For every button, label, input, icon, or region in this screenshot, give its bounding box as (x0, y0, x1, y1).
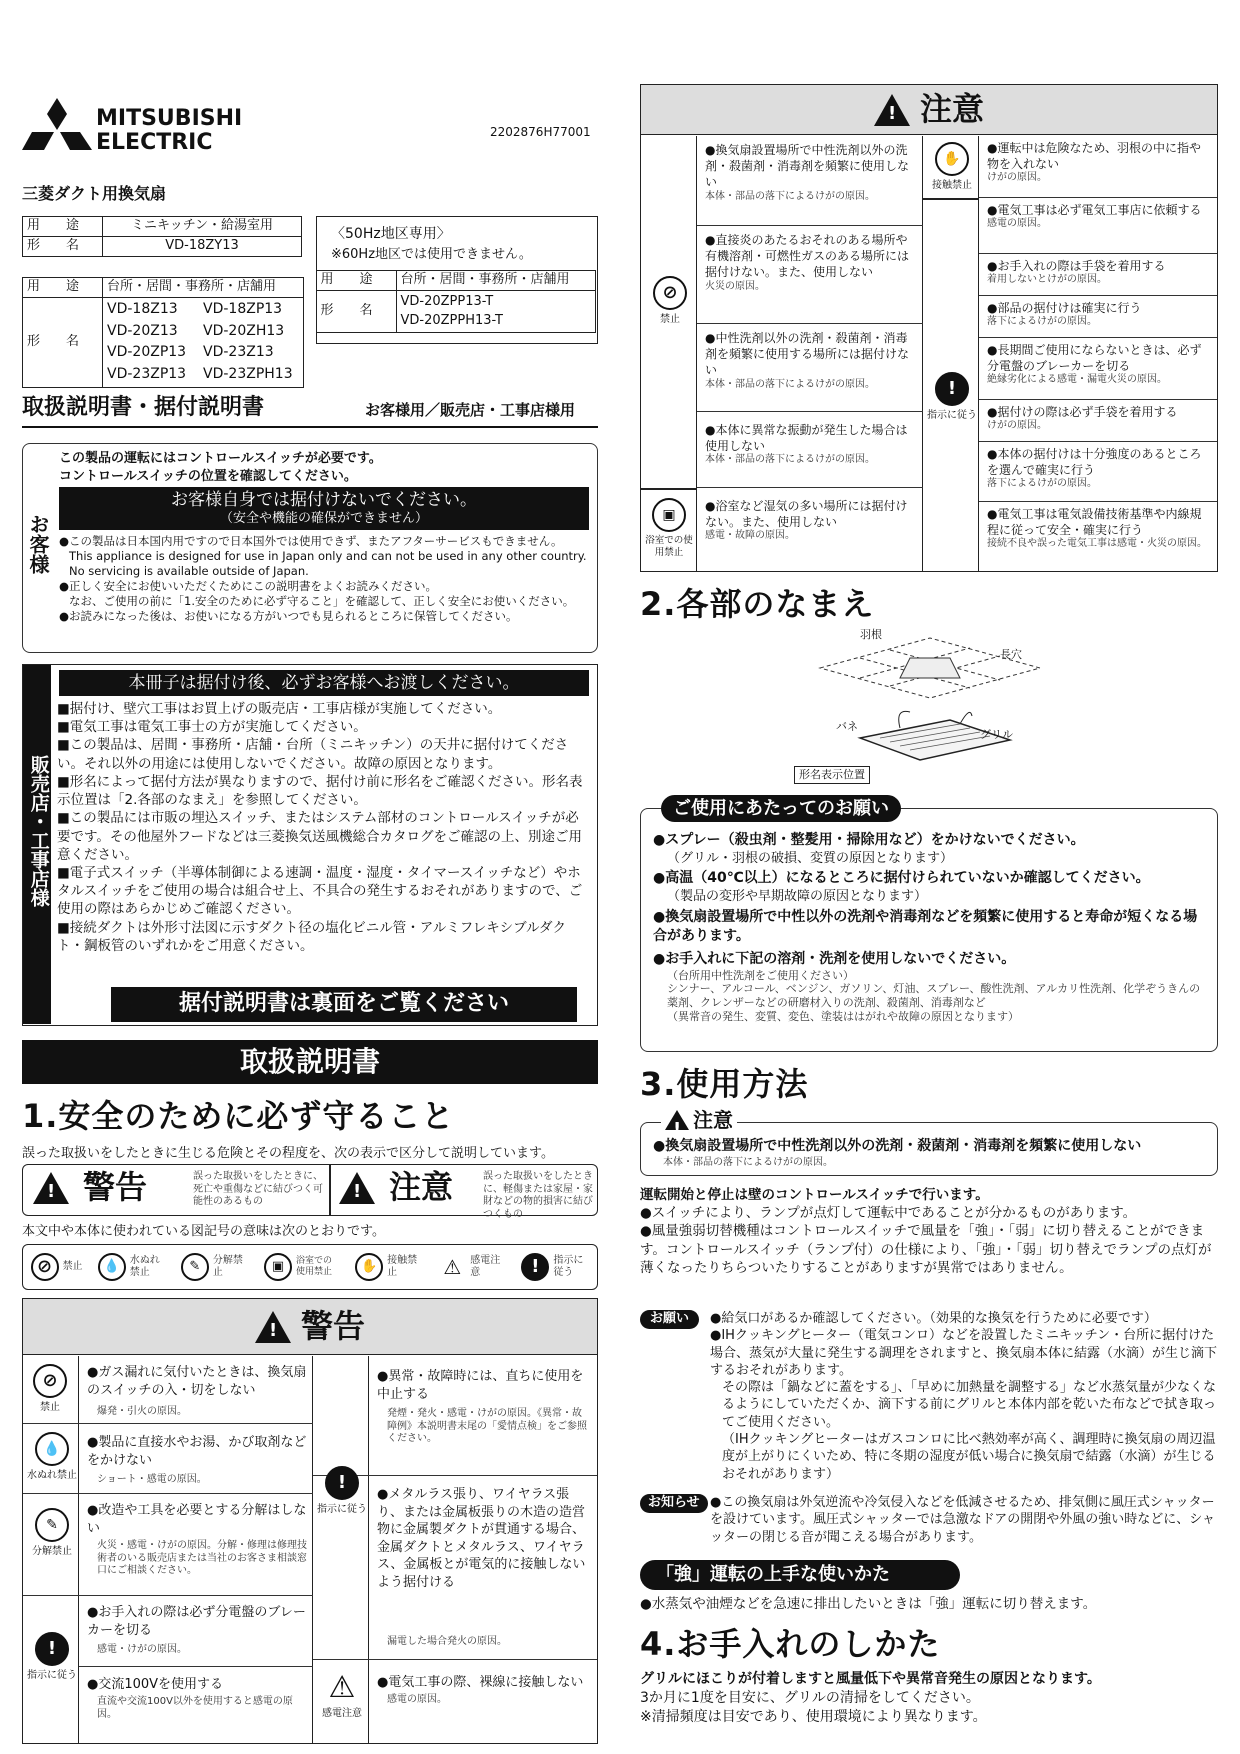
dealer-box (22, 664, 598, 1026)
doc-code: 2202876H77001 (490, 125, 591, 139)
region-title: 〈50Hz地区専用〉 (331, 226, 451, 242)
symbol-label: 浴室での使用禁止 (295, 1255, 332, 1277)
model: VD-23ZPH13 (203, 365, 293, 382)
dealer-item: ■この製品には市販の埋込スイッチ、またはシステム部材のコントロールスイッチが必要です。その他屋外フードなどは三菱換気送風機総合カタログをご確認の上、別途ご用意ください。 (57, 810, 583, 863)
s3-caution-text: ●換気扇設置場所で中性洗剤以外の洗剤・殺菌剤・消毒剤を頻繁に使用しない (653, 1138, 1142, 1154)
warning-note: 発煙・発火・感電・けがの原因。《異常・故障例》本説明書末尾の「愛情点検」をご参照ください。 (387, 1408, 587, 1444)
caution-note: 火災の原因。 (705, 280, 765, 292)
icon-label: 禁止 (660, 314, 680, 325)
notice-1: ●この製品は日本国内用ですので日本国外では使用できず、またアフターサービスもできません。 (59, 534, 563, 549)
s3-caution-box (640, 1108, 1218, 1176)
main-title: 取扱説明書・据付説明書 (22, 395, 265, 420)
notice-badge: お知らせ (640, 1494, 708, 1513)
caution-triangle-icon (874, 94, 910, 126)
icon-label: 指示に従う (927, 410, 977, 421)
icon-label: 分解禁止 (32, 1546, 72, 1557)
no-bathroom-icon: ▣ (264, 1253, 292, 1281)
caution-note: けがの原因。 (987, 172, 1047, 184)
use-label: 用 途 (23, 217, 103, 237)
model: VD-18ZP13 (203, 300, 283, 317)
warning-item: ●メタルラス張り、ワイヤラス張り、または金属板張りの木造の造営物に金属製ダクトが貫通する場合、金属ダクトとメタルラス、ワイヤラス、金属板とが電気的に接触しないよう据付ける (377, 1487, 586, 1590)
caution-item: ●本体に異常な振動が発生した場合は使用しない (705, 423, 908, 454)
no-disassembly-icon: ✎ (181, 1253, 209, 1281)
model: VD-23ZP13 (107, 365, 187, 382)
symbol-label: 禁止 (62, 1260, 83, 1272)
customer-banner (59, 487, 589, 530)
no-touch-icon: ✋ (935, 142, 969, 176)
symbol-label: 接触禁止 (387, 1254, 418, 1278)
caution-item: ●お手入れの際は手袋を着用する (987, 259, 1166, 273)
caution-desc: 誤った取扱いをしたときに、軽傷または家屋・家財などの物的損害に結びつくもの (483, 1171, 593, 1220)
model: VD-20ZH13 (203, 322, 285, 339)
prohibit-icon: ⊘ (653, 276, 687, 310)
caution-note: 本体・部品の落下によるけがの原因。 (705, 454, 875, 466)
care-line-1: グリルにほこりが付着しますと風量低下や異常音発生の原因となります。 (640, 1671, 1101, 1687)
region-note: ※60Hz地区では使用できません。 (331, 247, 532, 263)
section-4-title: 4.お手入れのしかた (640, 1625, 941, 1663)
symbol-legend (22, 1244, 598, 1290)
use-label: 用 途 (23, 278, 103, 298)
solvent-note: （異常音の発生、変質、変色、塗装ははがれや故障の原因となります） (667, 1009, 1019, 1023)
warning-note: 感電の原因。 (387, 1694, 447, 1705)
request-title: ご使用にあたってのお願い (661, 795, 901, 822)
caution-note: 絶縁劣化による感電・漏電火災の原因。 (987, 374, 1167, 386)
symbol-label: 分解禁止 (212, 1254, 243, 1278)
s3-caution-word: 注意 (693, 1108, 733, 1132)
instruction-icon: ! (521, 1253, 549, 1281)
divider (22, 426, 598, 428)
shock-icon: ⚠ (443, 1255, 462, 1279)
warning-note: 爆発・引火の原因。 (97, 1406, 187, 1417)
instruction-icon: ! (935, 372, 969, 406)
section-2-title: 2.各部のなまえ (640, 585, 875, 623)
caution-item: ●浴室など湿気の多い場所には据付けない。また、使用しない (705, 499, 908, 530)
notice-1-en2: No servicing is available outside of Japan. (69, 563, 309, 578)
notice-2b: なお、ご使用の前に「1.安全のために必ず守ること」を確認して、正しく安全にお使いください。 (69, 593, 575, 608)
dealer-item: ■電気工事は電気工事士の方が実施してください。 (57, 719, 367, 736)
brand-logo (22, 98, 243, 158)
label-blade: 羽根 (860, 628, 882, 641)
spec-table-3 (316, 216, 598, 344)
dealer-footer: 据付説明書は裏面をご覧ください (111, 987, 577, 1022)
symbol-label: 指示に従う (553, 1254, 584, 1278)
caution-note: 接続不良や誤った電気工事は感電・火災の原因。 (987, 538, 1207, 550)
three-diamonds-icon (22, 98, 92, 158)
use-value: ミニキッチン・給湯室用 (103, 217, 302, 237)
brand-name-1: MITSUBISHI (96, 106, 243, 131)
symbol-label: 感電注意 (470, 1254, 501, 1278)
warning-note: 火災・感電・けがの原因。分解・修理は修理技術者のいる販売店または当社のお客さま相談窓口にご相談ください。 (97, 1540, 307, 1576)
s3-caution-note: 本体・部品の落下によるけがの原因。 (663, 1157, 833, 1168)
warning-word: 警告 (83, 1168, 148, 1206)
warning-box (22, 1298, 598, 1744)
model-label: 形 名 (23, 297, 103, 387)
notice-2: ●正しく安全にお使いいただくためにこの説明書をよくお読みください。 (59, 578, 438, 593)
warning-item: ●電気工事の際、裸線に接触しない (377, 1675, 584, 1690)
brand-name-2: ELECTRIC (96, 130, 213, 155)
dealer-item: ■据付け、壁穴工事はお買上げの販売店・工事店様が実施してください。 (57, 701, 502, 717)
customer-side-label: お客様 (26, 514, 50, 574)
spec-table-1 (22, 216, 302, 257)
warning-item: ●異常・故障時には、直ちに使用を中止する (377, 1369, 584, 1402)
warning-item: ●交流100Vを使用する (87, 1677, 224, 1692)
icon-label: 水ぬれ禁止 (27, 1470, 77, 1481)
dealer-item: ■電子式スイッチ（半導体制御による速調・温度・湿度・タイマースイッチなど）やホタルスイッチをご使用の場合は組合せ上、不具合の発生するおそれがありますので、ご使用の際はあらかじめご確認ください。 (57, 864, 583, 918)
request-note: （グリル・羽根の破損、変質の原因となります） (667, 850, 954, 866)
product-line: 三菱ダクト用換気扇 (22, 184, 167, 203)
caution-item: ●本体の据付けは十分強度のあるところを選んで確実に行う (987, 447, 1202, 478)
strong-mode-text: ●水蒸気や油煙などを急速に排出したいときは「強」運転に切り替えます。 (640, 1596, 1097, 1612)
no-bathroom-icon: ▣ (652, 498, 686, 532)
caution-box (640, 84, 1218, 572)
dealer-side-label: 販売店・工事店様 (27, 755, 50, 907)
caution-note: 着用しないとけがの原因。 (987, 274, 1107, 286)
section-1-intro: 誤った取扱いをしたときに生じる危険とその程度を、次の表示で区分して説明しています。 (22, 1146, 554, 1161)
warning-note: 直流や交流100V以外を使用すると感電の原因。 (97, 1696, 293, 1720)
caution-item: ●直接炎のあたるおそれのある場所や有機溶剤・可燃性ガスのある場所には据付けない。また、使用しない (705, 233, 910, 280)
model-label: 形 名 (23, 236, 103, 256)
request-note: （台所用中性洗剤をご使用ください） (667, 968, 854, 982)
icon-label: 禁止 (40, 1402, 60, 1413)
request-item: ●高温（40℃以上）になるところに据付けられていないか確認してください。 (653, 870, 1150, 887)
label-grille: グリル (980, 728, 1013, 741)
caution-note: けがの原因。 (987, 420, 1047, 432)
no-touch-icon: ✋ (355, 1253, 383, 1281)
warning-item: ●ガス漏れに気付いたときは、換気扇のスイッチの入・切をしない (87, 1365, 307, 1398)
customer-line-2: コントロールスイッチの位置を確認してください。 (59, 468, 357, 484)
request-box (640, 798, 1218, 1052)
dealer-side-bar (23, 665, 51, 1024)
model-value: VD-18ZY13 (103, 236, 302, 256)
symbols-intro: 本文中や本体に使われている図記号の意味は次のとおりです。 (22, 1224, 385, 1239)
use-value: 台所・居間・事務所・店舗用 (396, 271, 595, 291)
banner-subtext: （安全や機能の確保ができません） (219, 511, 428, 527)
section-3-title: 3.使用方法 (640, 1065, 809, 1103)
icon-label: 接触禁止 (932, 180, 972, 191)
warning-note: ショート・感電の原因。 (97, 1474, 207, 1485)
caution-triangle-icon (339, 1172, 375, 1210)
shock-icon: ⚠ (328, 1669, 356, 1705)
warning-desc: 誤った取扱いをしたときに、死亡や重傷などに結びつく可能性のあるもの (193, 1171, 323, 1207)
icon-label: 指示に従う (27, 1670, 77, 1681)
label-slot: 長穴 (1000, 648, 1022, 661)
dealer-item: ■接続ダクトは外形寸法図に示すダクト径の塩化ビニル管・アルミフレキシブルダクト・鋼板管のいずれかをご用意ください。 (57, 919, 567, 954)
operation-note: ●スイッチにより、ランプが点灯して運転中であることが分かるものがあります。 (640, 1205, 1137, 1222)
caution-item: ●電気工事は電気設備技術基準や内線規程に従って安全・確実に行う (987, 507, 1202, 538)
model: VD-18Z13 (107, 300, 178, 317)
customer-box (22, 443, 598, 653)
model: VD-20Z13 (107, 322, 178, 339)
caution-item: ●中性洗剤以外の洗剤・殺菌剤・消毒剤を頻繁に使用する場所には据付けない (705, 331, 910, 378)
caution-box-title: 注意 (919, 89, 984, 128)
no-disassembly-icon: ✎ (35, 1508, 69, 1542)
care-line-2: 3か月に1度を目安に、グリルの清掃をしてください。 (640, 1689, 980, 1706)
customer-line-1: この製品の運転にはコントロールスイッチが必要です。 (59, 451, 382, 466)
warning-note: 漏電した場合発火の原因。 (387, 1636, 507, 1647)
solvent-list: シンナー、アルコール、ベンジン、ガソリン、灯油、スプレー、酸性洗剤、アルカリ性洗剤、化学ぞうきんの薬剤、クレンザーなどの研磨材入りの洗剤、殺菌剤、消毒剤など (667, 982, 1201, 1010)
request-item: ●換気扇設置場所で中性以外の洗剤や消毒剤などを頻繁に使用すると寿命が短くなる場合があります。 (653, 908, 1198, 944)
warning-item: ●お手入れの際は必ず分電盤のブレーカーを切る (87, 1605, 306, 1638)
instruction-icon: ! (325, 1466, 359, 1500)
caution-word: 注意 (389, 1168, 454, 1206)
section-1-title: 1.安全のために必ず守ること (22, 1097, 455, 1135)
symbol-label: 水ぬれ禁止 (129, 1254, 160, 1278)
caution-item: ●電気工事は必ず電気工事店に依頼する (987, 203, 1202, 217)
caution-item: ●部品の据付けは確実に行う (987, 301, 1142, 315)
operation-note: ●風量強弱切替機種はコントロールスイッチで風量を「強」・「弱」に切り替えることができます。コントロールスイッチ（ランプ付）の仕様により、「強」・「弱」切り替えでランプの点灯が薄くなったりちらついたりすることがありますが異常ではありません。 (640, 1223, 1212, 1276)
use-label: 用 途 (316, 271, 396, 291)
warning-triangle-icon (255, 1311, 291, 1343)
dealer-banner: 本冊子は据付け後、必ずお客様へお渡しください。 (59, 670, 589, 696)
notice-text: ●この換気扇は外気逆流や冷気侵入などを低減させるため、排気側に風圧式シャッターを設けています。風圧式シャッターでは急激なドアの開閉や外風の強い時などに、シャッターの閉じる音が聞こえる場合があります。 (710, 1495, 1216, 1545)
use-value: 台所・居間・事務所・店舗用 (103, 278, 304, 298)
dealer-item: ■この製品は、居間・事務所・店舗・台所（ミニキッチン）の天井に据付けてください。それ以外の用途には使用しないでください。故障の原因となります。 (57, 737, 569, 772)
label-model-position: 形名表示位置 (794, 766, 870, 784)
request-item: ●スプレー（殺虫剤・整髪用・掃除用など）をかけないでください。 (653, 832, 1085, 848)
caution-item: ●長期間ご使用にならないときは、必ず分電盤のブレーカーを切る (987, 343, 1202, 374)
main-subtitle: お客様用／販売店・工事店様用 (365, 401, 576, 419)
caution-note: 本体・部品の落下によるけがの原因。 (705, 378, 875, 390)
caution-item: ●運転中は危険なため、羽根の中に指や物を入れない (987, 141, 1201, 172)
request-note: ●給気口があるか確認してください。（効果的な換気を行うために必要です） (710, 1311, 1157, 1326)
manual-banner: 取扱説明書 (22, 1040, 598, 1084)
request-badge: お願い (640, 1310, 699, 1329)
prohibit-icon: ⊘ (33, 1364, 67, 1398)
instruction-icon: ! (35, 1632, 69, 1666)
caution-note: 感電の原因。 (987, 218, 1047, 230)
caution-item: ●据付けの際は必ず手袋を着用する (987, 405, 1178, 419)
icon-label: 指示に従う (317, 1504, 367, 1515)
notice-1-en: This appliance is designed for use in Japan only and can not be used in any other country. (69, 549, 587, 564)
no-water-icon: 💧 (35, 1432, 69, 1466)
caution-note: 落下によるけがの原因。 (987, 316, 1097, 328)
icon-label: 浴室での使用禁止 (645, 535, 693, 559)
caution-note: 感電・故障の原因。 (705, 530, 795, 542)
caution-item: ●換気扇設置場所で中性洗剤以外の洗剤・殺菌剤・消毒剤を頻繁に使用しない (705, 143, 910, 190)
no-water-icon: 💧 (98, 1253, 126, 1281)
spec-table-2 (22, 277, 304, 388)
prohibit-icon: ⊘ (31, 1253, 59, 1281)
care-line-3: ※清掃頻度は目安であり、使用環境により異なります。 (640, 1708, 987, 1725)
warning-box-title: 警告 (300, 1306, 365, 1345)
model: VD-20ZPPH13-T (400, 313, 503, 329)
caution-note: 本体・部品の落下によるけがの原因。 (705, 190, 875, 202)
request-note: （IHクッキングヒーターはガスコンロに比べ熱効率が高く、調理時に換気扇の周辺温度が上がりにくいため、特に冬期の湿度が低い場合に換気扇で結露（水滴）が生じるおそれがあります） (722, 1431, 1216, 1482)
model: VD-20ZPP13-T (400, 293, 494, 309)
request-note: ●IHクッキングヒーター（電気コンロ）などを設置したミニキッチン・台所に据付けた場合、蒸気が大量に発生する調理をされますと、換気扇本体に結露（水滴）が生じ滴下するおそれがあります。 (710, 1328, 1218, 1378)
operation-heading: 運転開始と停止は壁のコントロールスイッチで行います。 (640, 1187, 989, 1203)
model-label: 形 名 (316, 290, 396, 332)
request-note: （製品の変形や早期故障の原因となります） (667, 889, 928, 905)
caution-note: 落下によるけがの原因。 (987, 478, 1097, 490)
caution-triangle-icon (665, 1110, 689, 1130)
model: VD-20ZP13 (107, 344, 187, 361)
request-item: ●お手入れに下記の溶剤・洗剤を使用しないでください。 (653, 950, 1016, 967)
warning-triangle-icon (33, 1172, 69, 1210)
notice-3: ●お読みになった後は、お使いになる方がいつでも見られるところに保管してください。 (59, 608, 518, 623)
banner-text: お客様自身では据付けないでください。 (171, 490, 477, 511)
request-note: その際は「鍋などに蓋をする」、「早めに加熱量を調整する」など水蒸気量が少なくなるようにしていただくか、滴下する前にグリルと本体内部を乾いた布などで拭き取ってご使用ください。 (722, 1380, 1217, 1430)
icon-label: 感電注意 (322, 1708, 362, 1719)
warning-item: ●製品に直接水やお湯、かび取剤などをかけない (87, 1435, 307, 1468)
hazard-legend (22, 1164, 598, 1220)
warning-item: ●改造や工具を必要とする分解はしない (87, 1503, 307, 1536)
dealer-item: ■形名によって据付方法が異なりますので、据付け前に形名をご確認ください。形名表示位置は「2.各部のなまえ」を参照してください。 (57, 773, 583, 809)
warning-note: 感電・けがの原因。 (97, 1644, 187, 1655)
label-spring: バネ (836, 720, 858, 733)
strong-mode-title: 「強」運転の上手な使いかた (640, 1560, 960, 1590)
model: VD-23Z13 (203, 344, 274, 361)
